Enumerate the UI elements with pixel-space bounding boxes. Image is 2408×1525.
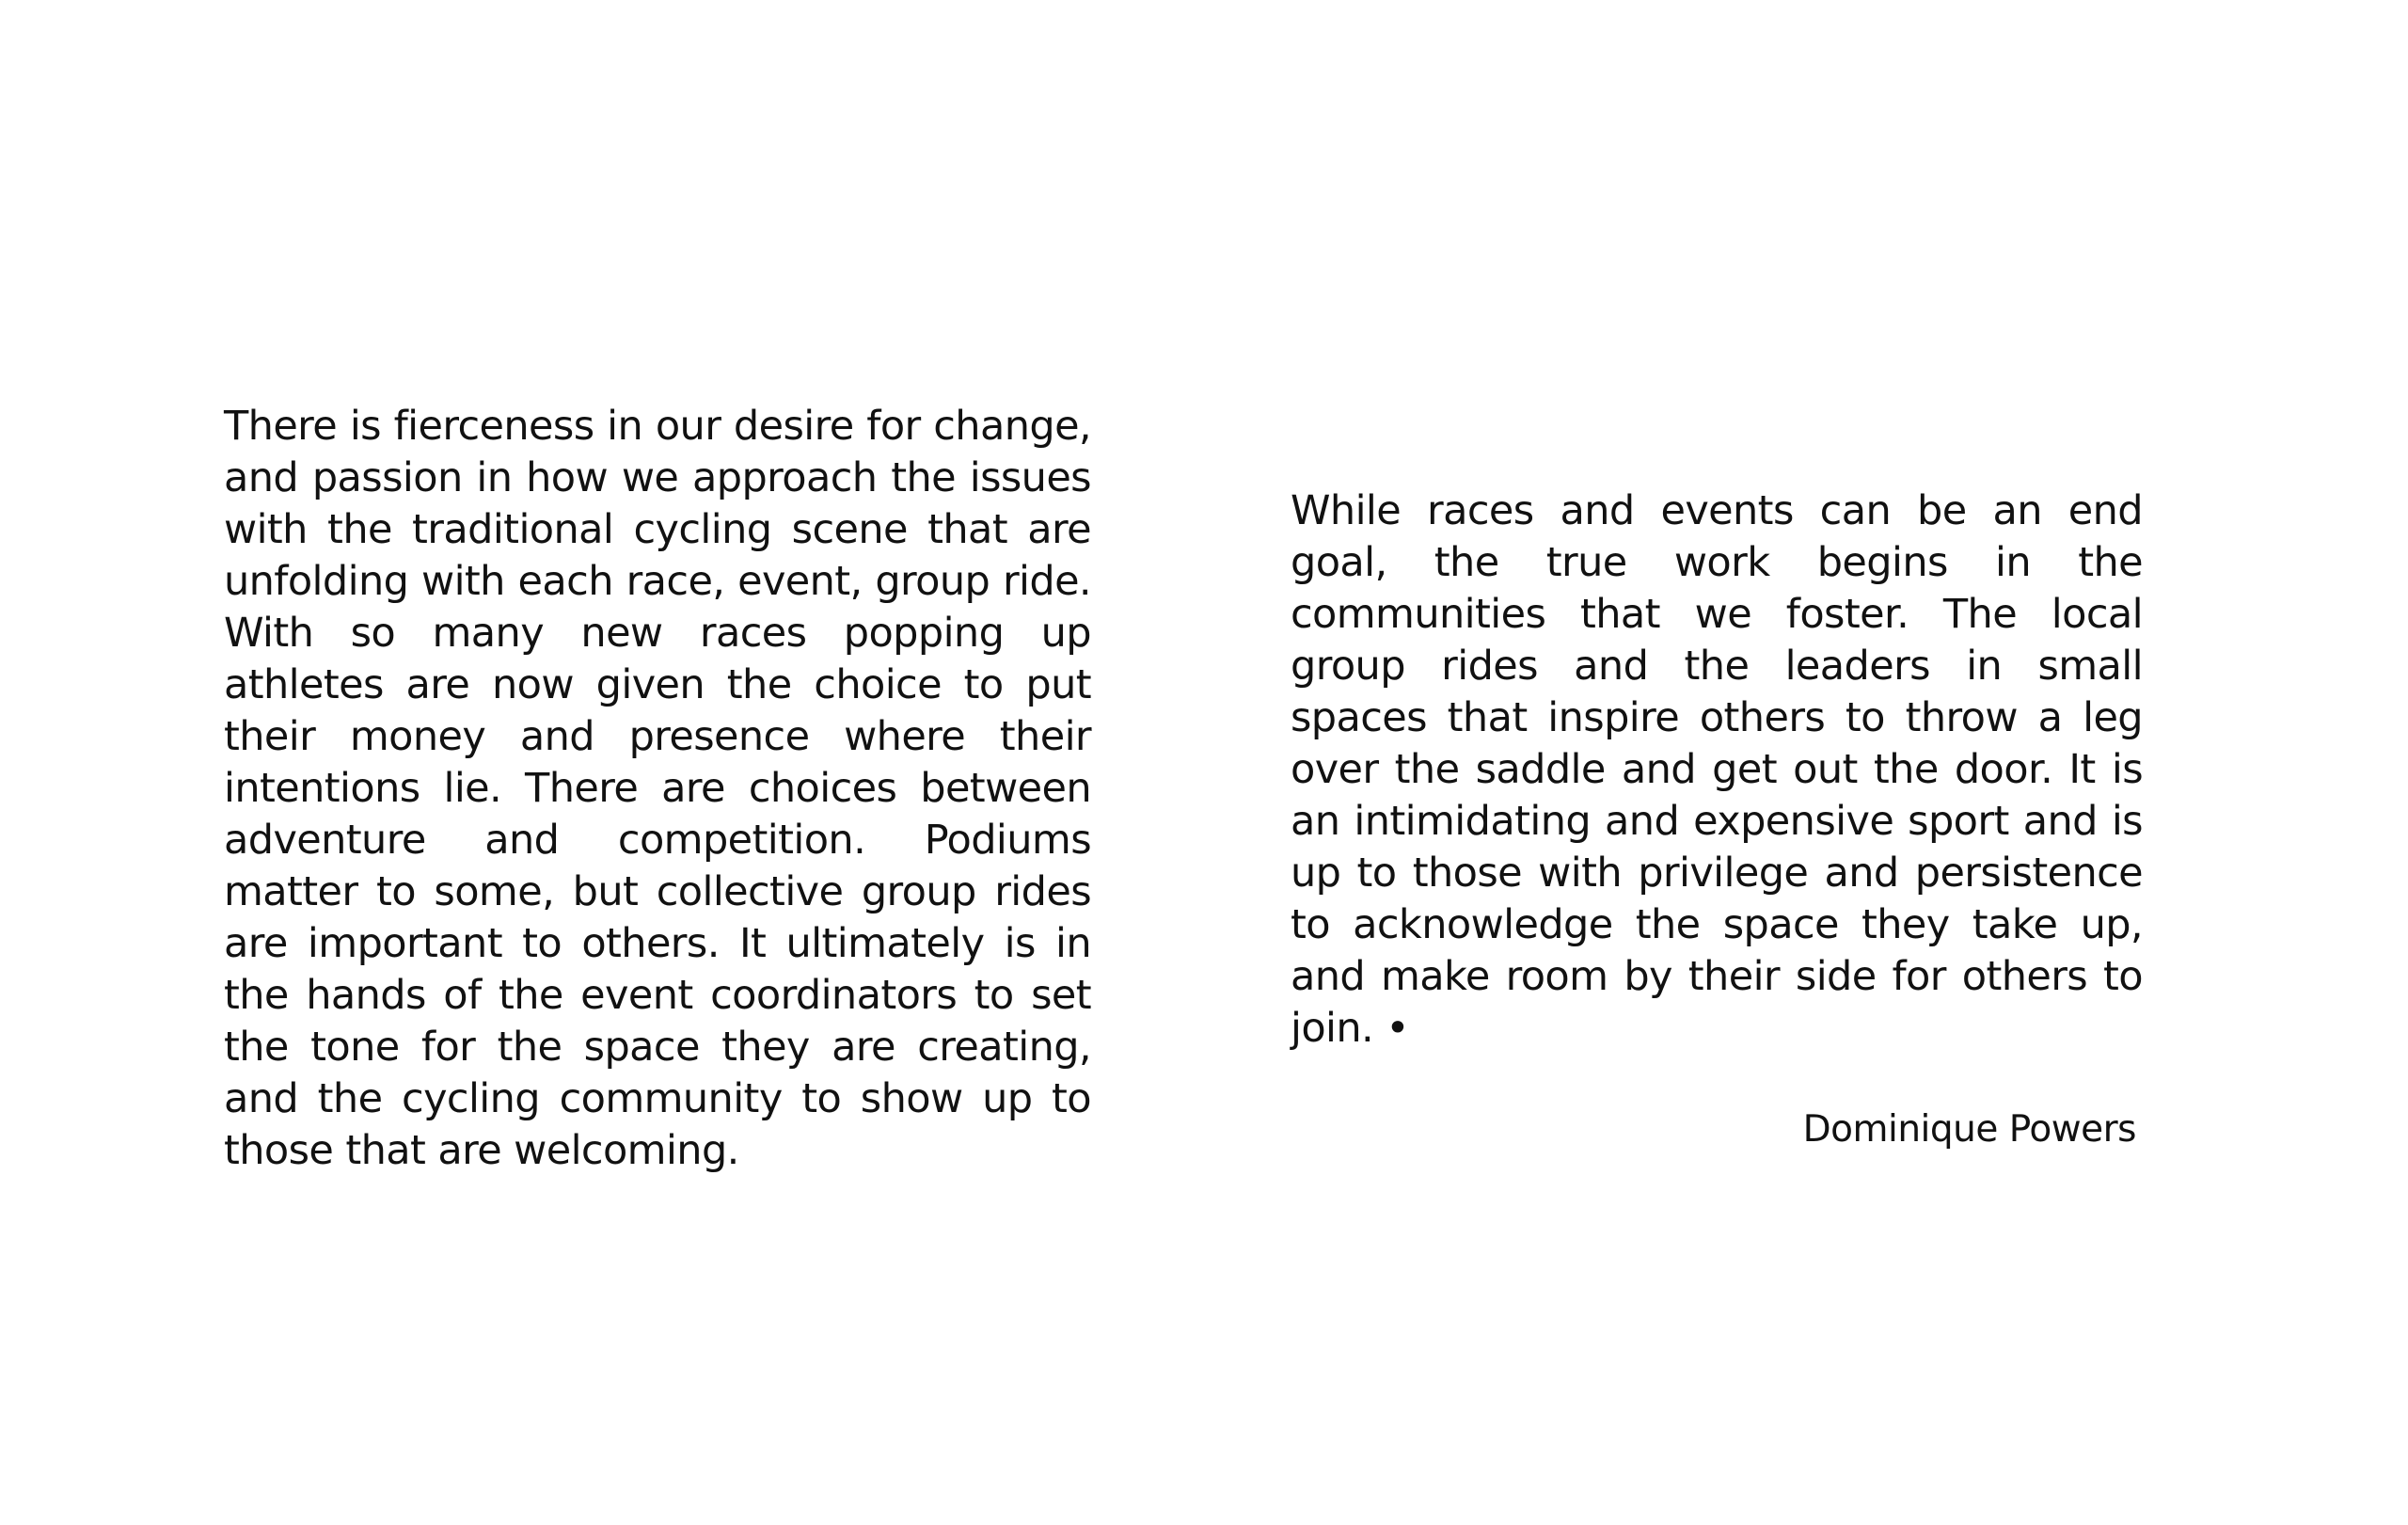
text-column-right (1291, 485, 2143, 1055)
text-column-left (224, 401, 1091, 1177)
author-signature: Dominique Powers (1802, 1108, 2136, 1151)
body-paragraph-right: While races and events can be an end goal, the true work begins in the communities that we foster. The local group rides and the leaders in small spaces that inspire others to throw a leg over the saddle and get out the door. It is an intimidating and expensive sport and is up to those with privilege and persistence to acknowledge the space they take up, and make room by their side for others to join. • (1291, 487, 2143, 1052)
body-paragraph-left: There is fierceness in our desire for change, and passion in how we approach the issues with the traditional cycling scene that are unfolding with each race, event, group ride. With so many new races popping up athletes are now given the choice to put their money and presence where their intentions lie. There are choices between adventure and competition. Podiums matter to some, but collective group rides are important to others. It ultimately is in the hands of the event coordinators to set the tone for the space they are creating, and the cycling community to show up to those that are welcoming. (224, 403, 1091, 1174)
